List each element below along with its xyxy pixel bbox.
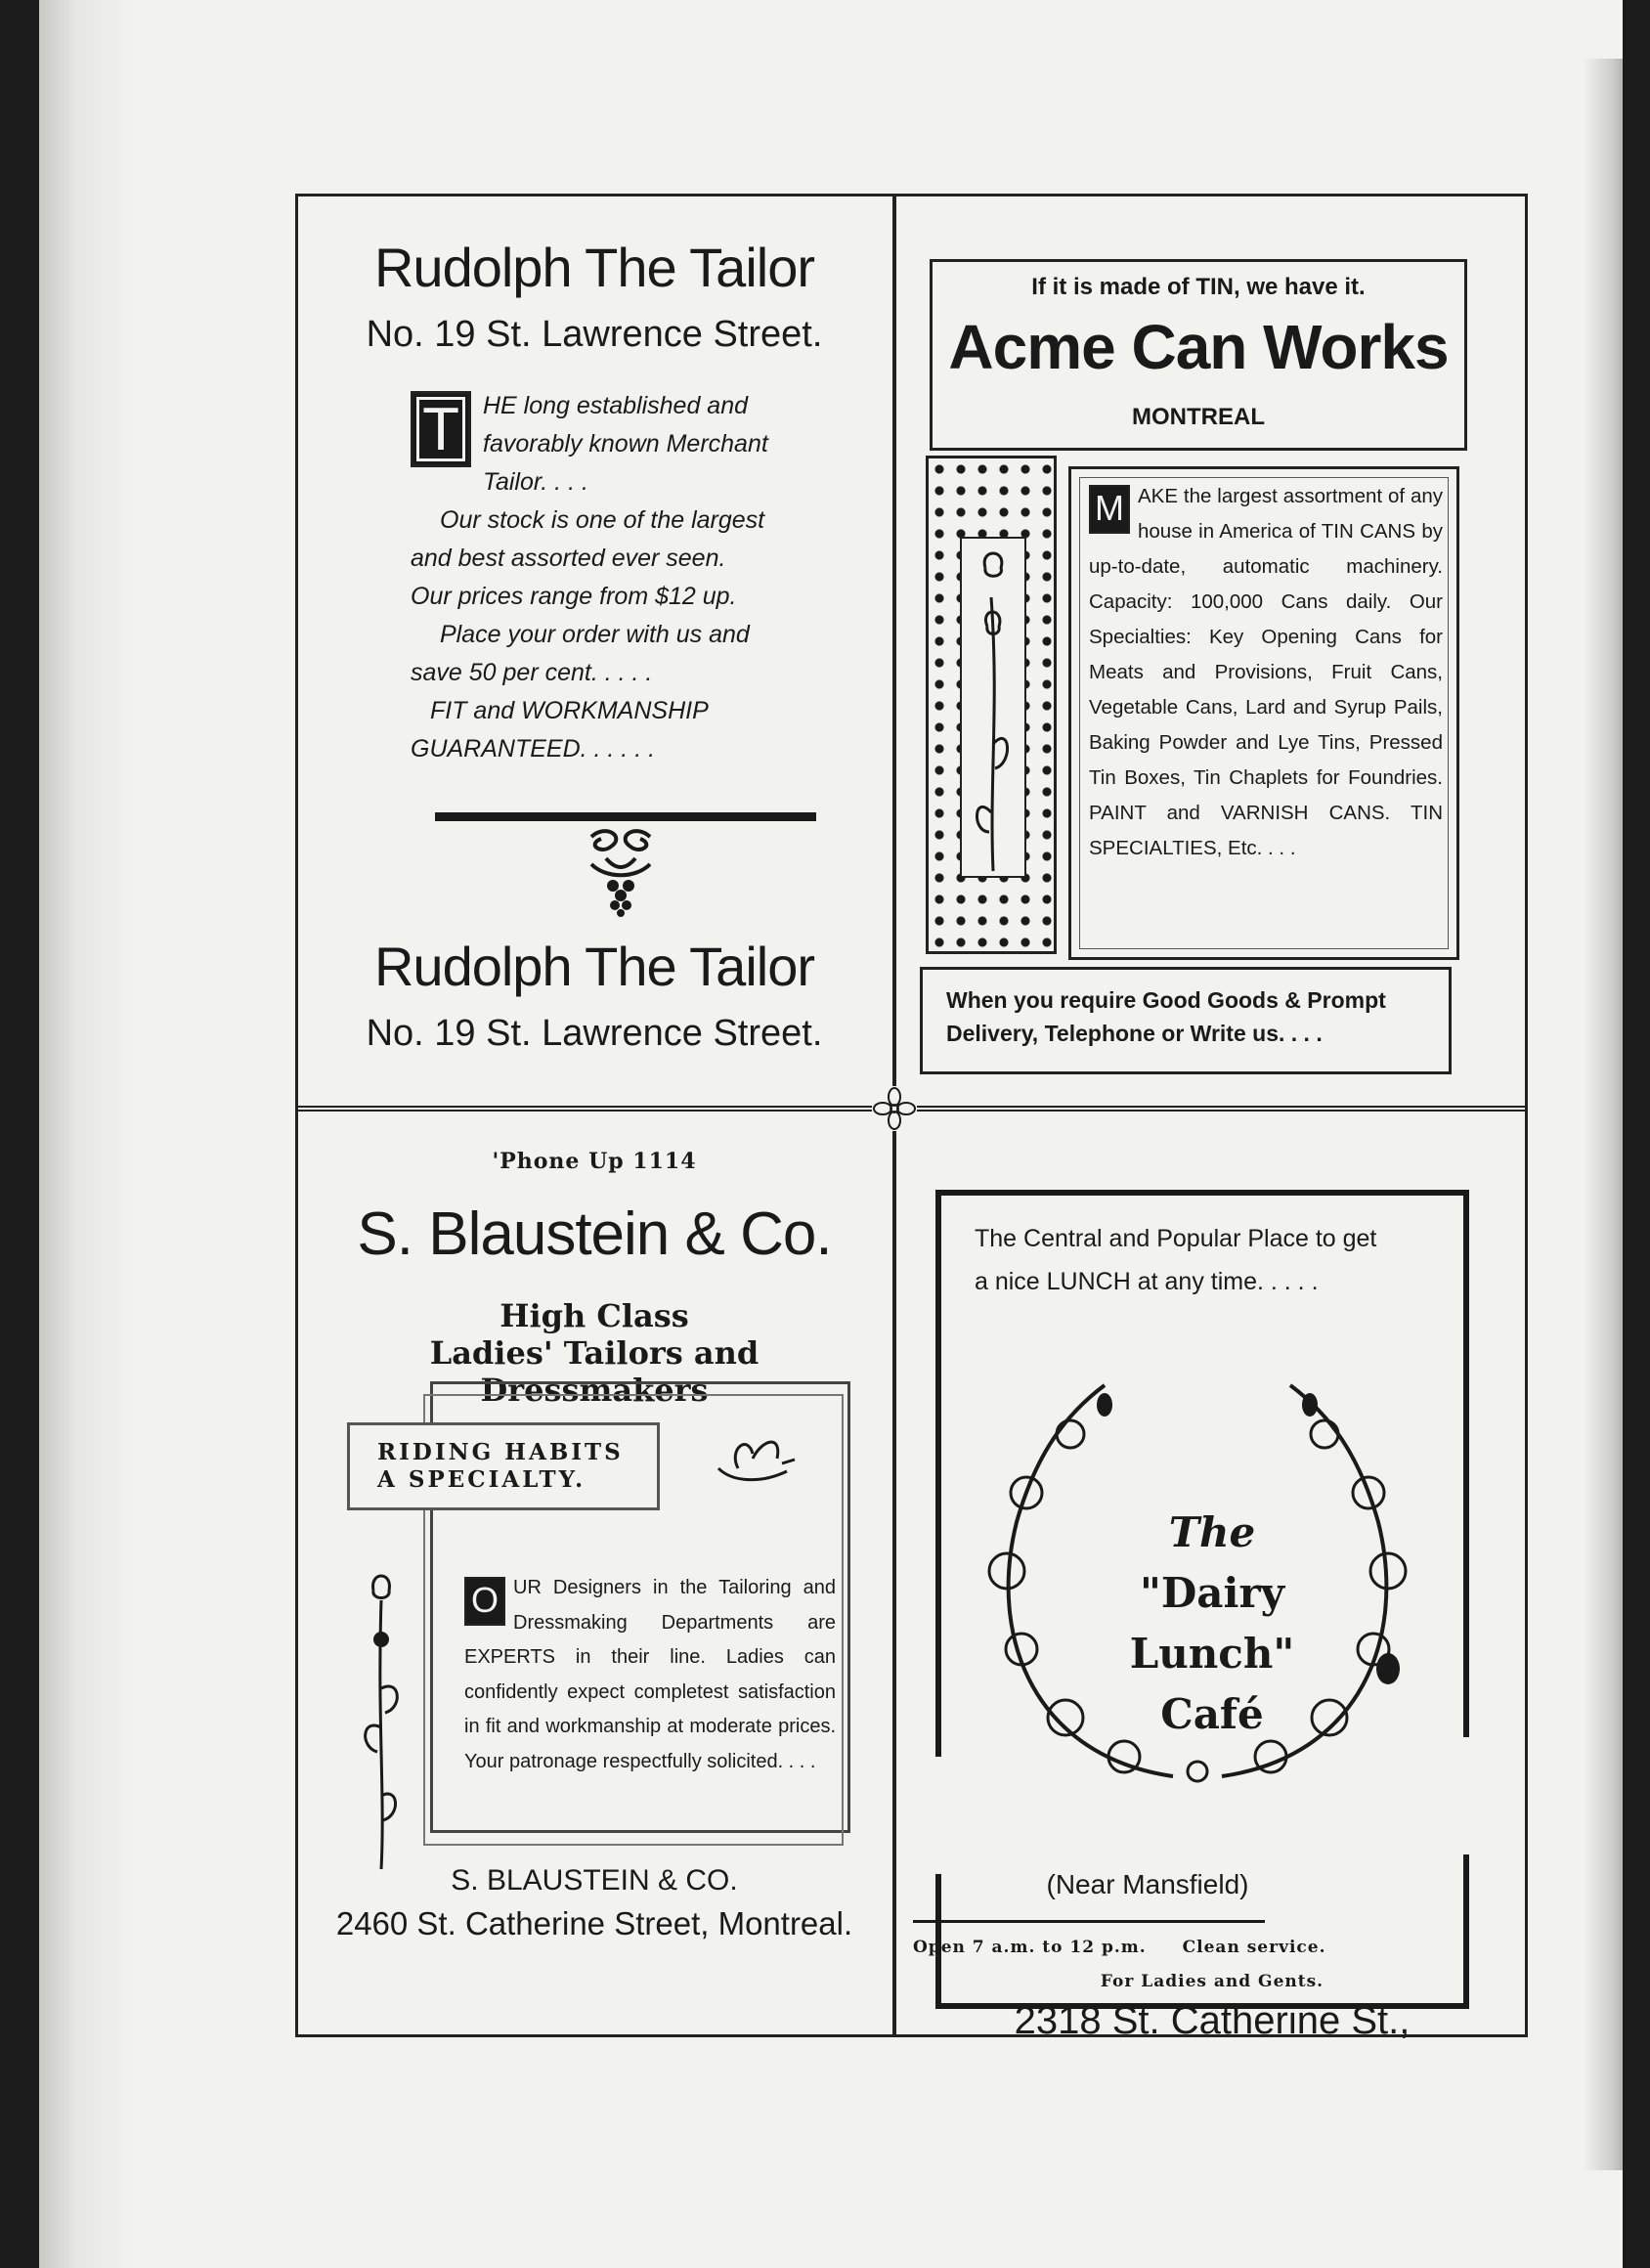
dairy-rule <box>913 1920 1265 1923</box>
rudolph-title: Rudolph The Tailor <box>373 237 814 298</box>
blaustein-body-box <box>464 1571 836 1779</box>
rudolph-line: Our prices range from $12 up. <box>411 583 737 610</box>
acme-name: Acme Can Works <box>948 312 1449 382</box>
rudolph-line: GUARANTEED. . . . . . <box>411 735 656 763</box>
frame-gap <box>1457 1737 1481 1854</box>
dairy-for-whom: For Ladies and Gents. <box>1100 1972 1324 1991</box>
acme-ad <box>896 196 1528 1104</box>
rudolph-line: FIT and WORKMANSHIP <box>430 697 709 724</box>
drop-cap-o: O <box>464 1577 505 1626</box>
drop-cap-t: T <box>411 391 471 467</box>
dairy-address: 2318 St. Catherine St., <box>1014 1999 1411 2042</box>
acme-header-box <box>930 259 1467 451</box>
blaustein-footer-address: 2460 St. Catherine Street, Montreal. <box>335 1905 853 1941</box>
page-edge-right <box>1584 59 1623 2170</box>
heading-line: Ladies' Tailors and <box>429 1334 760 1372</box>
rudolph-line: and best assorted ever seen. <box>411 545 726 572</box>
intro-line: a nice LUNCH at any time. . . . . <box>975 1268 1319 1295</box>
dairy-name-line: The <box>1168 1508 1256 1556</box>
blaustein-ad <box>298 1112 890 2034</box>
riding-line: A SPECIALTY. <box>377 1466 586 1493</box>
blaustein-phone: 'Phone Up 1114 <box>492 1149 697 1174</box>
riding-habits-box <box>347 1422 660 1510</box>
dairy-name-line: Lunch" <box>1129 1630 1295 1678</box>
acme-tagline: If it is made of TIN, we have it. <box>1031 274 1366 300</box>
rudolph-body-first: HE long established and favorably known Merchant Tailor. . . . <box>483 392 768 496</box>
grape-ornament-icon <box>572 825 670 918</box>
acme-body-box <box>1068 466 1459 960</box>
blaustein-name: S. Blaustein & Co. <box>357 1200 832 1268</box>
heading-line: High Class <box>499 1297 689 1334</box>
dairy-service: Clean service. <box>1182 1938 1326 1957</box>
dairy-name <box>896 1503 1528 1745</box>
advertisement-frame <box>295 194 1528 2042</box>
dairy-intro <box>975 1217 1463 1303</box>
frame-gap <box>926 1757 949 1874</box>
rudolph-line: Place your order with us and <box>440 621 750 648</box>
rudolph-line: save 50 per cent. . . . . <box>411 659 653 686</box>
rudolph-line: Our stock is one of the largest <box>440 506 765 534</box>
scanned-page <box>39 0 1623 2268</box>
page-edge-left <box>39 0 137 2268</box>
dotted-panel <box>926 456 1057 954</box>
thick-rule <box>435 812 816 821</box>
dairy-name-line: "Dairy <box>1139 1569 1284 1617</box>
dairy-bottom-line <box>913 1938 1392 1957</box>
dove-icon <box>709 1424 797 1493</box>
dairy-name-line: Café <box>1160 1690 1264 1738</box>
blaustein-body: UR Designers in the Tailoring and Dressmaking Departments are EXPERTS in their line. Ladies can confidently expect completest satisfaction in fit and workmanship at moderate prices. Your patronage respectfully solicited. . . . <box>464 1577 836 1772</box>
rudolph-title-2: Rudolph The Tailor <box>373 936 814 997</box>
acme-body: AKE the largest assortment of any house in America of TIN CANS by up-to-date, automatic machinery. Capacity: 100,000 Cans daily. Our Specialties: Key Opening Cans for Meats and Provisions, Fruit Cans, Vegetable Cans, Lard and Syrup Pails, Baking Powder and Lye Tins, Pressed Tin Boxes, Tin Chaplets for Foundries. PAINT and VARNISH CANS. TIN SPECIALTIES, Etc. . . . <box>1089 485 1443 859</box>
dairy-near: (Near Mansfield) <box>1046 1869 1249 1899</box>
rudolph-address: No. 19 St. Lawrence Street. <box>366 314 823 355</box>
intro-line: The Central and Popular Place to get <box>975 1225 1377 1252</box>
dairy-hours: Open 7 a.m. to 12 p.m. <box>913 1938 1147 1957</box>
acme-city: MONTREAL <box>1132 404 1265 430</box>
tulip-icon <box>962 539 1024 876</box>
lily-ornament-icon <box>352 1571 411 1874</box>
riding-line: RIDING HABITS <box>377 1439 624 1465</box>
heading-line: Dressmakers <box>480 1372 709 1409</box>
blaustein-footer-name: S. BLAUSTEIN & CO. <box>451 1864 738 1897</box>
tulip-panel <box>960 537 1026 878</box>
rudolph-body <box>411 387 811 768</box>
rudolph-ad <box>298 196 890 1104</box>
acme-footer: When you require Good Goods & Prompt Delivery, Telephone or Write us. . . . <box>920 967 1452 1074</box>
rudolph-address-2: No. 19 St. Lawrence Street. <box>366 1013 823 1054</box>
drop-cap-m: M <box>1089 485 1130 534</box>
